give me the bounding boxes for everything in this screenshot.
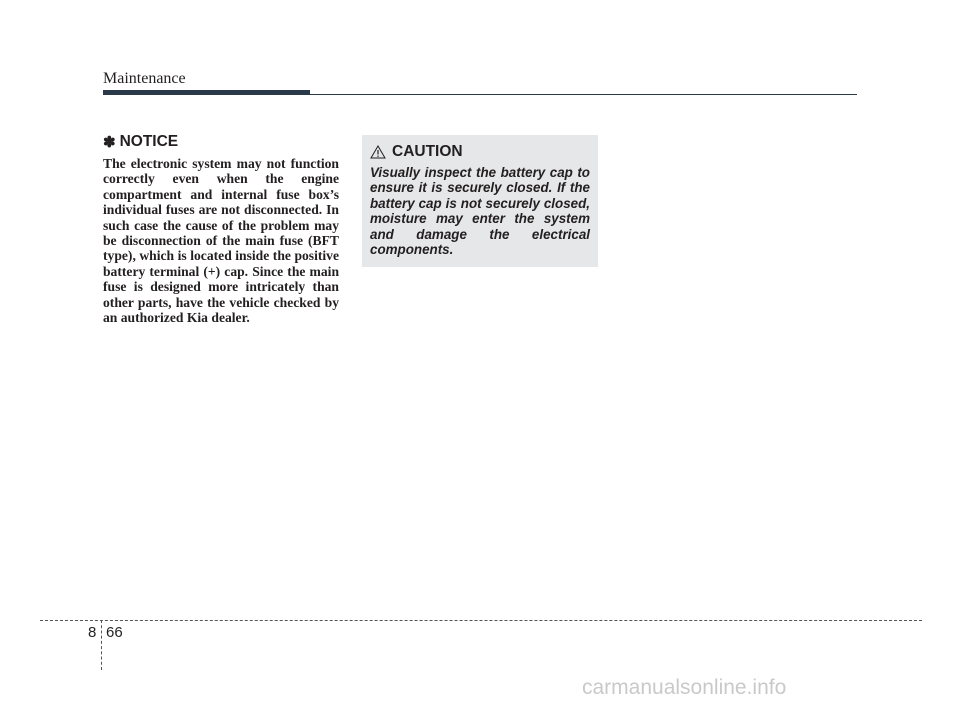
section-title: Maintenance: [103, 70, 186, 87]
warning-triangle-icon: [370, 145, 386, 159]
footer-divider: [40, 620, 922, 621]
caution-body: Visually inspect the battery cap to ensure it is securely closed. If the battery cap is not securely closed, moisture may enter the system and damage the electrical components.: [370, 165, 590, 258]
notice-heading: [103, 133, 339, 151]
notice-block: [103, 133, 339, 325]
page-number: 66: [106, 624, 123, 641]
header-rule-thick: [103, 90, 310, 95]
header-rule-thin: [310, 94, 857, 95]
footer-vertical-divider: [101, 620, 102, 670]
watermark: carmanualsonline.info: [582, 676, 787, 699]
notice-title: NOTICE: [119, 133, 179, 150]
notice-star-icon: ✽: [103, 134, 116, 151]
notice-body: The electronic system may not function correctly even when the engine compartment and internal fuse box’s individual fuses are not disconnected. In such case the cause of the problem may be disconnection of the main fuse (BFT type), which is located inside the positive battery terminal (+) cap. Since the main fuse is designed more intricately than other parts, have the vehicle checked by an authorized Kia dealer.: [103, 156, 339, 326]
caution-heading: [370, 143, 590, 161]
chapter-number: 8: [88, 624, 97, 641]
caution-box: [362, 135, 598, 267]
caution-title: CAUTION: [392, 143, 463, 160]
